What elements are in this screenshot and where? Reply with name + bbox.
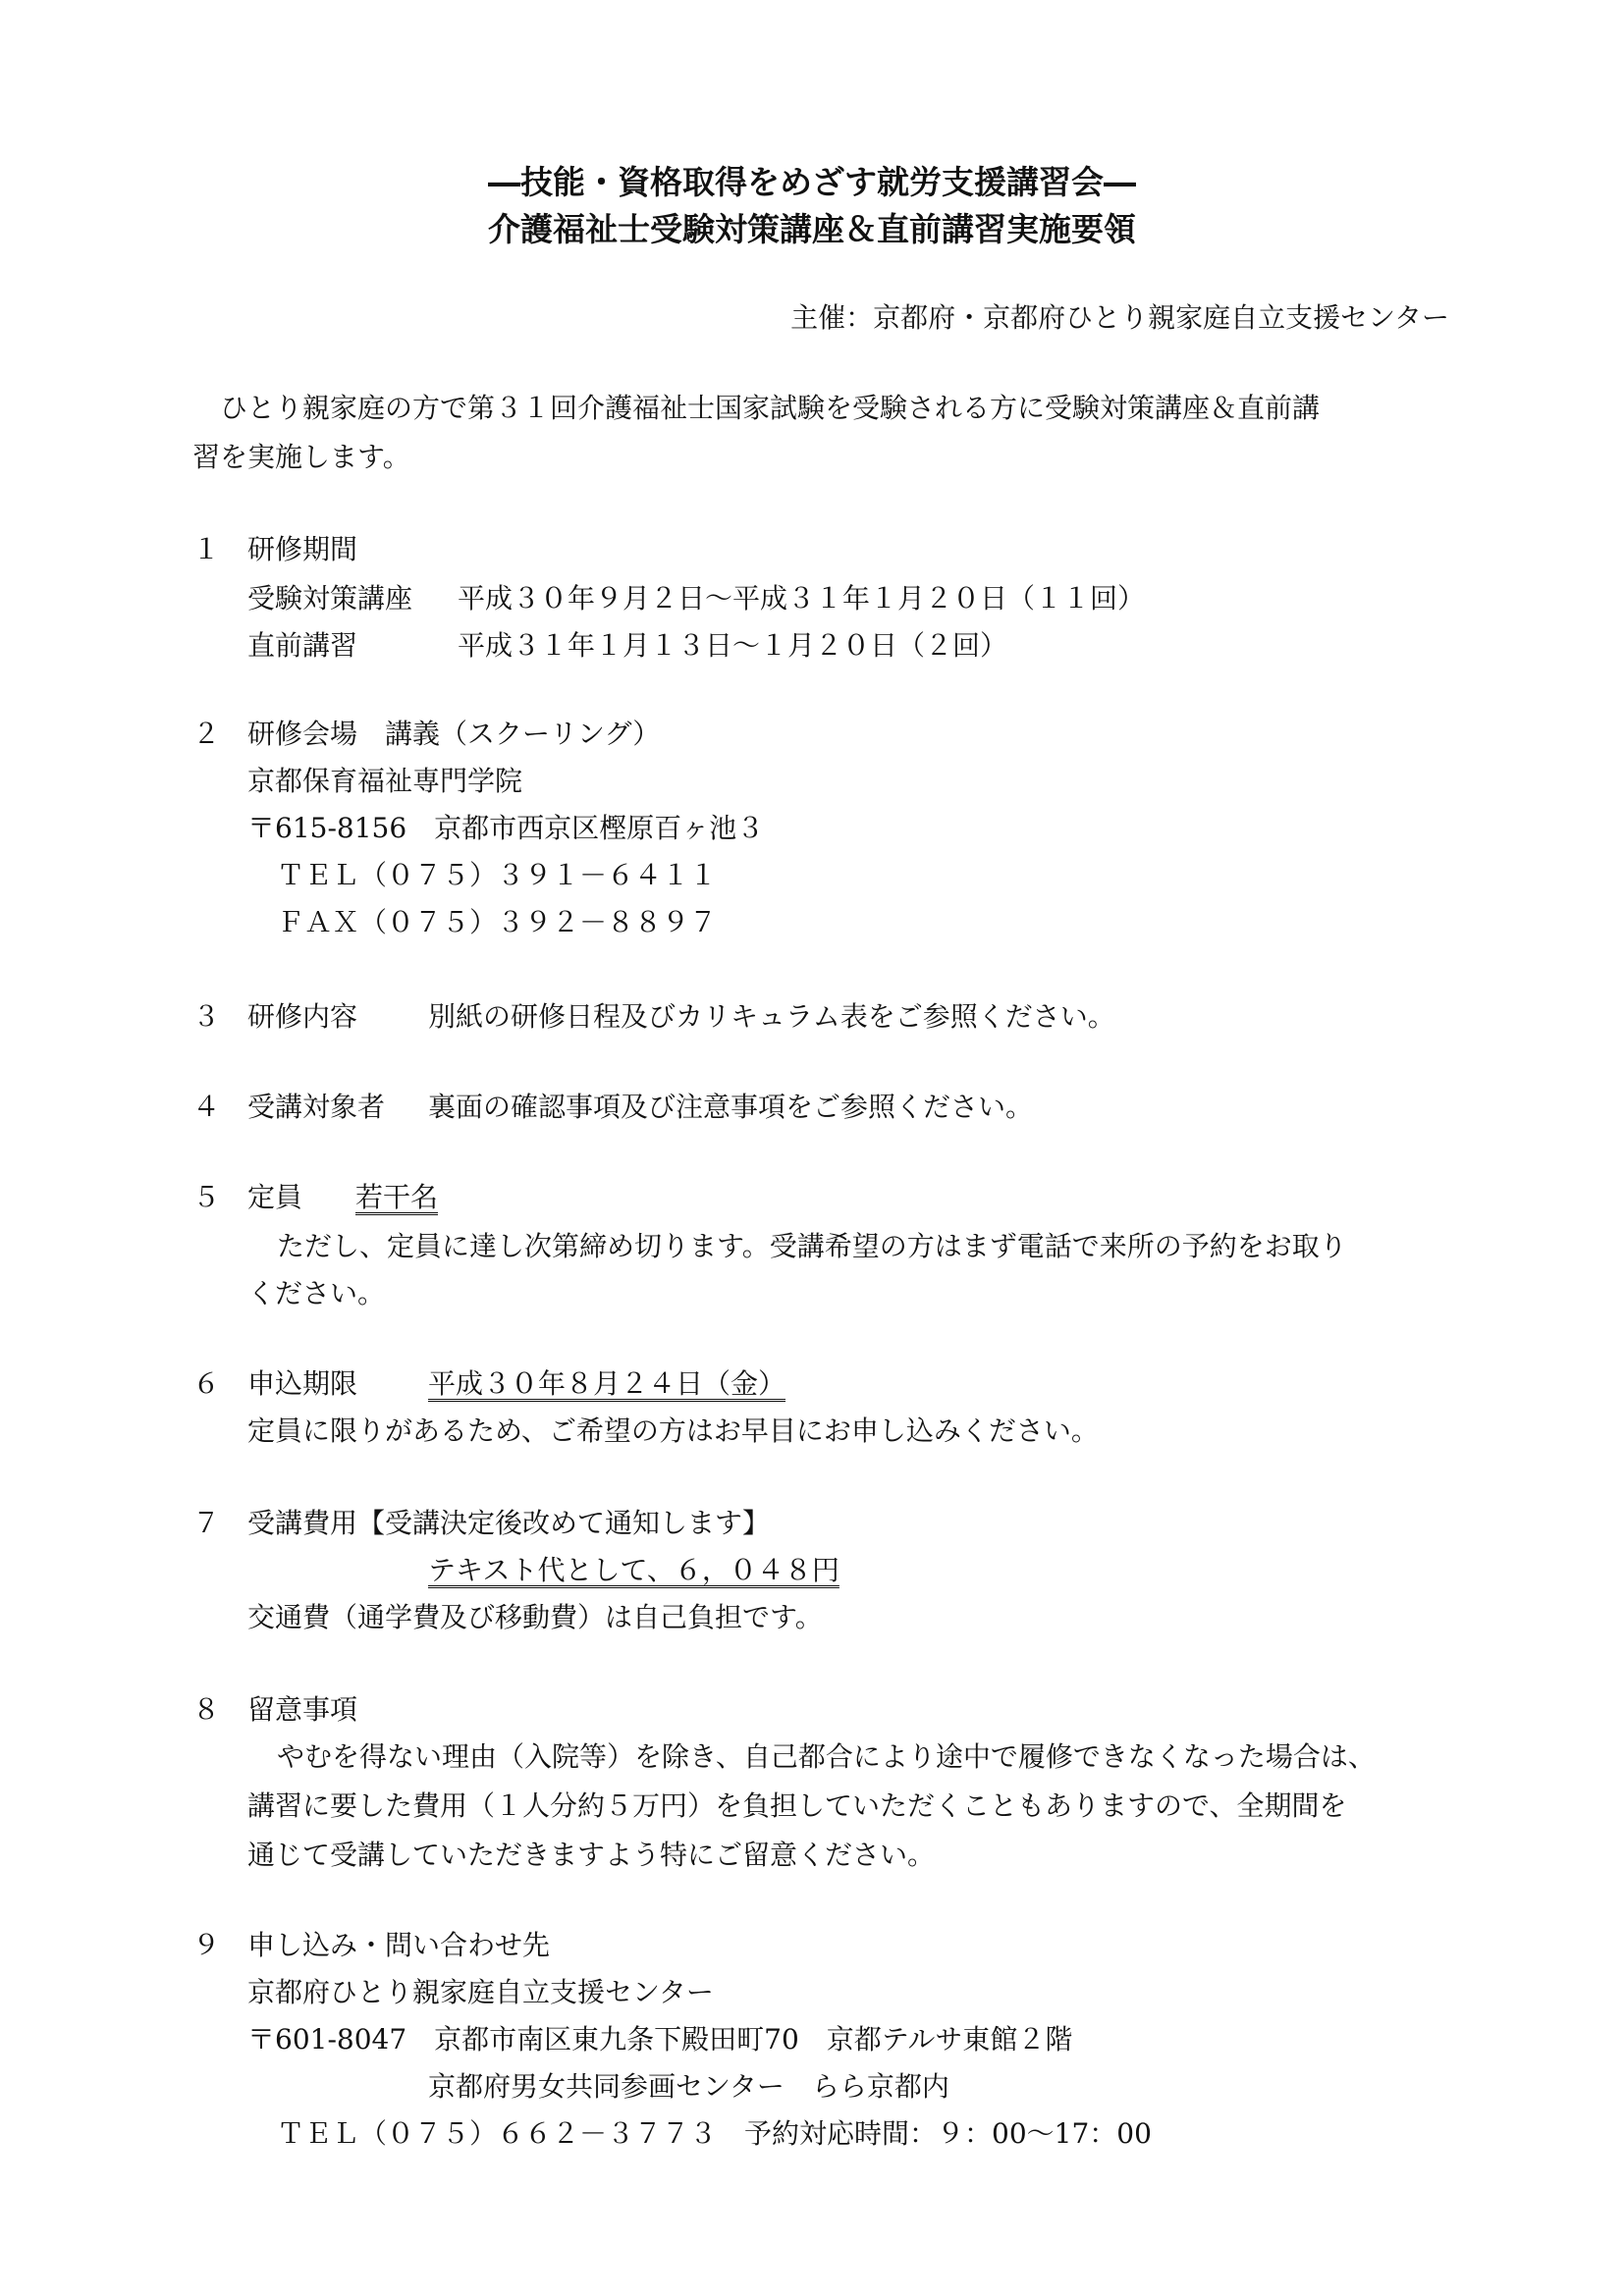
section2-tel: ＴＥＬ（０７５）３９１－６４１１: [277, 859, 718, 891]
section9-number: ９: [192, 1929, 221, 1961]
section7-heading: 受講費用【受講決定後改めて通知します】: [247, 1507, 771, 1539]
section1-row2-label: 直前講習: [247, 629, 358, 662]
section6-heading: 申込期限: [247, 1367, 358, 1400]
document-title-line1: ―技能・資格取得をめざす就労支援講習会―: [488, 163, 1136, 201]
section7-fee: テキスト代として、６，０４８円: [428, 1554, 839, 1586]
section5-number: ５: [192, 1181, 221, 1213]
section5-capacity-value: 若干名: [355, 1181, 439, 1213]
section3-number: ３: [192, 1000, 221, 1033]
organizer: 主催：京都府・京都府ひとり親家庭自立支援センター: [790, 301, 1449, 334]
section2-number: ２: [192, 718, 221, 750]
section4-number: ４: [192, 1091, 221, 1123]
section2-venue: 京都保育福祉専門学院: [247, 765, 523, 797]
section1-row1-label: 受験対策講座: [247, 582, 413, 614]
document-title-line2: 介護福祉士受験対策講座＆直前講習実施要領: [488, 210, 1136, 248]
section1-row1-value: 平成３０年９月２日～平成３１年１月２０日（１１回）: [458, 582, 1146, 614]
section4-heading: 受講対象者: [247, 1091, 386, 1123]
section5-heading: 定員: [247, 1181, 303, 1213]
section2-fax: ＦＡＸ（０７５）３９２－８８９７: [277, 906, 718, 938]
section1-heading: 研修期間: [247, 533, 358, 565]
section2-heading: 研修会場 講義（スクーリング）: [247, 718, 661, 750]
intro-line2: 習を実施します。: [192, 441, 410, 473]
section7-number: ７: [192, 1507, 221, 1539]
section8-number: ８: [192, 1693, 221, 1726]
section5-line1: ただし、定員に達し次第締め切ります。受講希望の方はまず電話で来所の予約をお取り: [277, 1230, 1347, 1262]
section9-address2: 京都府男女共同参画センター らら京都内: [428, 2070, 949, 2103]
section8-line2: 講習に要した費用（１人分約５万円）を負担していただくこともありますので、全期間を: [247, 1789, 1347, 1822]
section3-text: 別紙の研修日程及びカリキュラム表をご参照ください。: [428, 1000, 1115, 1033]
intro-line1: ひとり親家庭の方で第３１回介護福祉士国家試験を受験される方に受験対策講座＆直前講: [220, 392, 1321, 424]
section1-row2-value: 平成３１年１月１３日～１月２０日（２回）: [458, 629, 1008, 662]
section1-number: １: [192, 533, 221, 565]
section3-heading: 研修内容: [247, 1000, 358, 1033]
section6-number: ６: [192, 1367, 221, 1400]
section9-heading: 申し込み・問い合わせ先: [247, 1929, 551, 1961]
section9-tel: ＴＥＬ（０７５）６６２－３７７３ 予約対応時間：９：00～17：00: [277, 2117, 1152, 2150]
section2-address: 〒615-8156 京都市西京区樫原百ヶ池３: [247, 812, 765, 844]
section9-address1: 〒601-8047 京都市南区東九条下殿田町70 京都テルサ東館２階: [247, 2023, 1073, 2056]
section6-deadline-value: 平成３０年８月２４日（金）: [428, 1367, 786, 1400]
section5-line2: ください。: [247, 1277, 386, 1309]
section8-line3: 通じて受講していただきますよう特にご留意ください。: [247, 1839, 936, 1871]
section4-text: 裏面の確認事項及び注意事項をご参照ください。: [428, 1091, 1034, 1123]
section6-note: 定員に限りがあるため、ご希望の方はお早目にお申し込みください。: [247, 1415, 1099, 1447]
section8-heading: 留意事項: [247, 1693, 358, 1726]
section7-note: 交通費（通学費及び移動費）は自己負担です。: [247, 1601, 823, 1633]
section9-org: 京都府ひとり親家庭自立支援センター: [247, 1976, 714, 2008]
section8-line1: やむを得ない理由（入院等）を除き、自己都合により途中で履修できなくなった場合は、: [277, 1740, 1376, 1773]
